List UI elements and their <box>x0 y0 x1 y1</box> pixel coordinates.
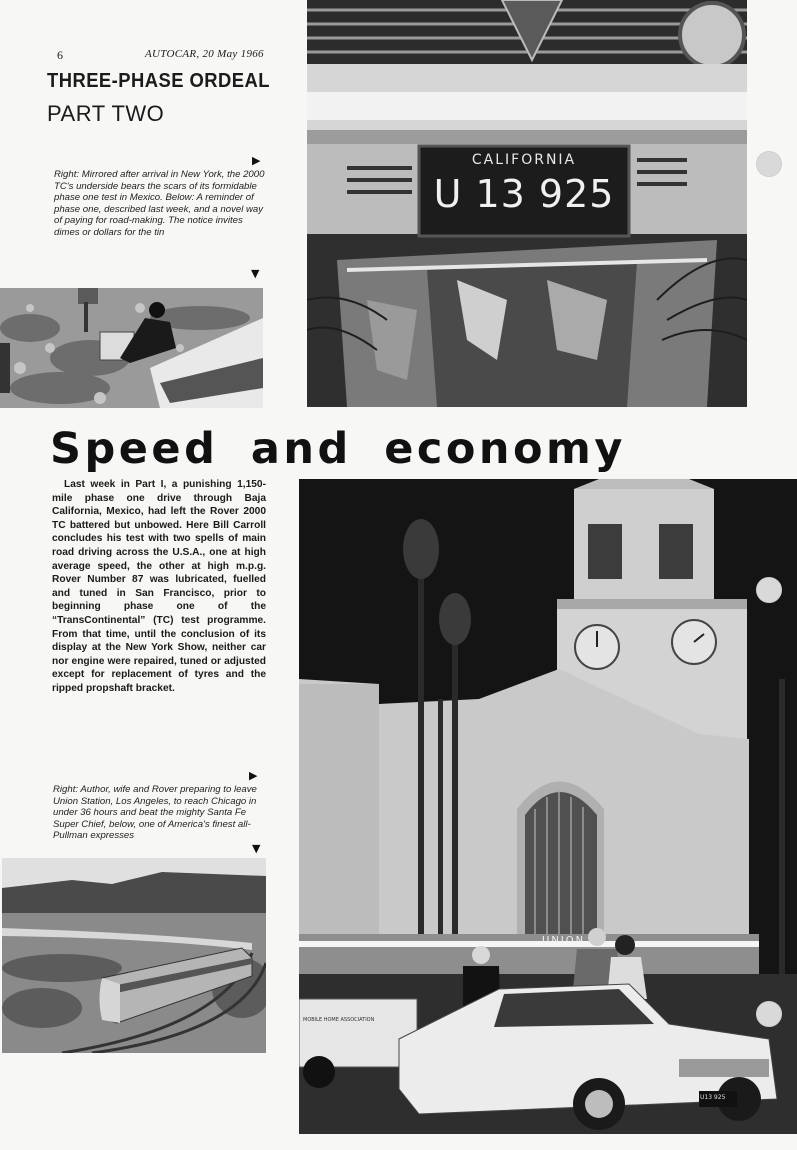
truck-lettering: MOBILE HOME ASSOCIATION <box>303 1017 375 1023</box>
article-subtitle: PART TWO <box>47 101 165 126</box>
plate-photo-caption: Right: Mirrored after arrival in New York, the 2000 TC's underside bears the scars of its formidable phase one test in Mexico. Below: A reminder of phase one, described last week, and a novel way of paying for road-making. The notice invites dimes or dollars for the tin <box>54 169 265 238</box>
station-photo-caption: Right: Author, wife and Rover preparing to leave Union Station, Los Angeles, to reach Chicago in under 36 hours and beat the mighty Santa Fe Super Chief, below, one of America's finest all-Pullman expresses <box>53 784 257 842</box>
article-body: Last week in Part I, a punishing 1,150-mile phase one drive through Baja California, Mexico, had left the Rover 2000 TC battered but unbowed. Here Bill Carroll concludes his test with two spells of main road driving across the U.S.A., one at high average speed, the other at high m.p.g. Rover Number 87 was lubricated, fuelled and tuned in San Francisco, prior to beginning phase one of the “TransContinental” (TC) test programme. From that time, until the conclusion of its display at the New York Show, neither car nor engine were repaired, tuned or adjusted except for replacement of tyres and the ripped propshaft bracket. <box>52 479 266 694</box>
article-title: THREE-PHASE ORDEAL <box>47 70 270 92</box>
page-number: 6 <box>57 48 63 62</box>
plate-number-text: U 13 925 <box>433 172 615 216</box>
binder-hole <box>756 1001 782 1027</box>
binder-hole <box>756 577 782 603</box>
arrow-right-icon: ▶ <box>249 769 258 782</box>
arrow-right-icon: ▶ <box>252 154 261 167</box>
union-station-photo <box>299 479 797 1134</box>
main-headline: Speed and economy <box>50 424 626 474</box>
plate-state-text: CALIFORNIA <box>471 152 577 168</box>
car-underside-photo <box>307 0 747 407</box>
arrow-down-icon: ▼ <box>251 267 260 280</box>
magazine-issue-line: AUTOCAR, 20 May 1966 <box>145 48 264 60</box>
super-chief-train-photo <box>2 858 266 1053</box>
desert-roadside-photo <box>0 288 263 408</box>
station-sign-text: UNION <box>542 935 586 946</box>
car-small-plate: U13 925 <box>700 1094 726 1101</box>
binder-hole <box>756 151 782 177</box>
arrow-down-icon: ▼ <box>252 842 261 855</box>
